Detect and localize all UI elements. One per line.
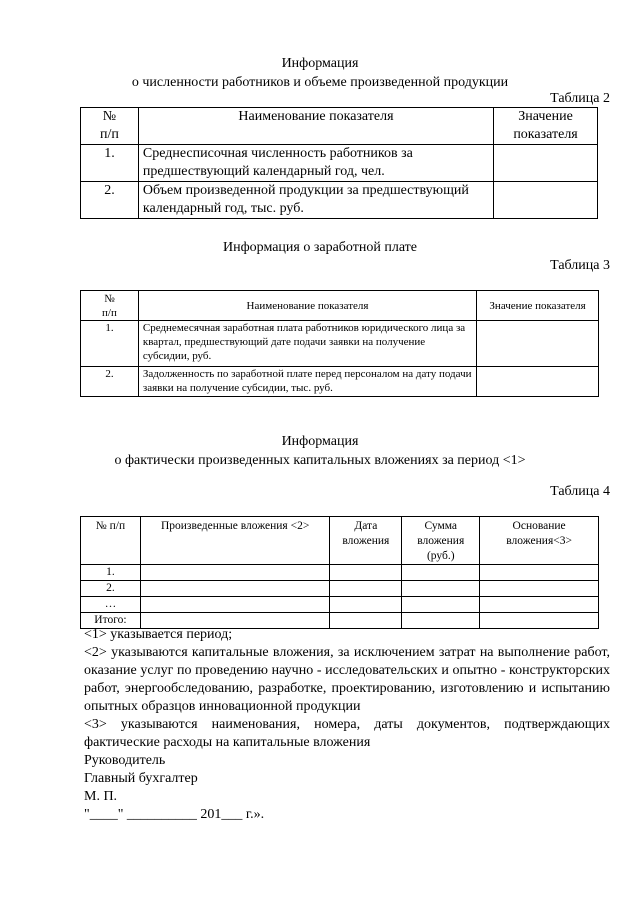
table-row <box>81 581 599 597</box>
table-row <box>81 145 598 182</box>
table3-row1-name: Среднемесячная заработная плата работников юридического лица за квартал, предшествующий дате подачи заявки на получение субсидии, руб. <box>138 321 476 367</box>
table2 <box>80 107 598 219</box>
section2-title: Информация о заработной плате <box>222 240 418 255</box>
table4-label: Таблица 4 <box>550 484 610 499</box>
table2-row2-num: 2. <box>81 182 139 219</box>
section1-title-line2: о численности работников и объеме произведенной продукции <box>131 75 509 90</box>
table4-header-date: Дата вложения <box>330 517 402 565</box>
signature-stamp: М. П. <box>84 789 118 804</box>
signature-date-line: "____" __________ 201___ г.». <box>84 807 265 822</box>
table-row <box>81 182 598 219</box>
section3-title-line2: о фактически произведенных капитальных вложениях за период <1> <box>114 453 526 468</box>
table3-header-name: Наименование показателя <box>138 291 476 321</box>
table3-header-value: Значение показателя <box>477 291 599 321</box>
table3-row2-num: 2. <box>81 367 139 397</box>
table2-row2-name: Объем произведенной продукции за предшествующий календарный год, тыс. руб. <box>138 182 493 219</box>
table3-row2-value <box>477 367 599 397</box>
signature-head: Руководитель <box>84 753 166 768</box>
footnote-1: <1> указывается период; <box>84 627 233 642</box>
table-row <box>81 321 599 367</box>
footnote-2: <2> указываются капитальные вложения, за исключением затрат на выполнение работ, оказание услуг по проведению научно - исследовательских и опытно - конструкторских работ, энергообследованию, разработке, проектированию, изготовлению и испытанию опытных образцов инновационной продукции <box>84 645 610 714</box>
table2-row1-name: Среднесписочная численность работников за предшествующий календарный год, чел. <box>138 145 493 182</box>
table2-header-value: Значение показателя <box>494 108 598 145</box>
table4-header-sum: Сумма вложения (руб.) <box>402 517 480 565</box>
table3-row1-num: 1. <box>81 321 139 367</box>
signature-accountant: Главный бухгалтер <box>84 771 198 786</box>
section1-title <box>0 54 640 92</box>
table-row <box>81 597 599 613</box>
table2-label: Таблица 2 <box>550 91 610 106</box>
section3-title <box>0 432 640 470</box>
section1-title-line1: Информация <box>281 56 359 71</box>
table4-row2-num: 2. <box>81 581 141 597</box>
table4-header-investments: Произведенные вложения <2> <box>140 517 329 565</box>
table4-row1-num: 1. <box>81 565 141 581</box>
table-row <box>81 565 599 581</box>
table4-total-label: Итого: <box>81 613 141 629</box>
table2-row1-value <box>494 145 598 182</box>
table2-row1-num: 1. <box>81 145 139 182</box>
table3-header-num: № п/п <box>81 291 139 321</box>
table3 <box>80 290 599 397</box>
table2-header-num: № п/п <box>81 108 139 145</box>
table-row <box>81 367 599 397</box>
table3-row2-name: Задолженность по заработной плате перед персоналом на дату подачи заявки на получение субсидии, тыс. руб. <box>138 367 476 397</box>
footnote-3: <3> указываются наименования, номера, даты документов, подтверждающих фактические расходы на капитальные вложения <box>84 717 610 750</box>
table2-header-name: Наименование показателя <box>138 108 493 145</box>
footnotes <box>84 626 610 824</box>
table4-row3-num: … <box>81 597 141 613</box>
section3-title-line1: Информация <box>281 434 359 449</box>
table2-row2-value <box>494 182 598 219</box>
table4 <box>80 516 599 629</box>
table3-row1-value <box>477 321 599 367</box>
table3-label: Таблица 3 <box>550 258 610 273</box>
table4-header-num: № п/п <box>81 517 141 565</box>
table4-header-basis: Основание вложения<3> <box>480 517 599 565</box>
